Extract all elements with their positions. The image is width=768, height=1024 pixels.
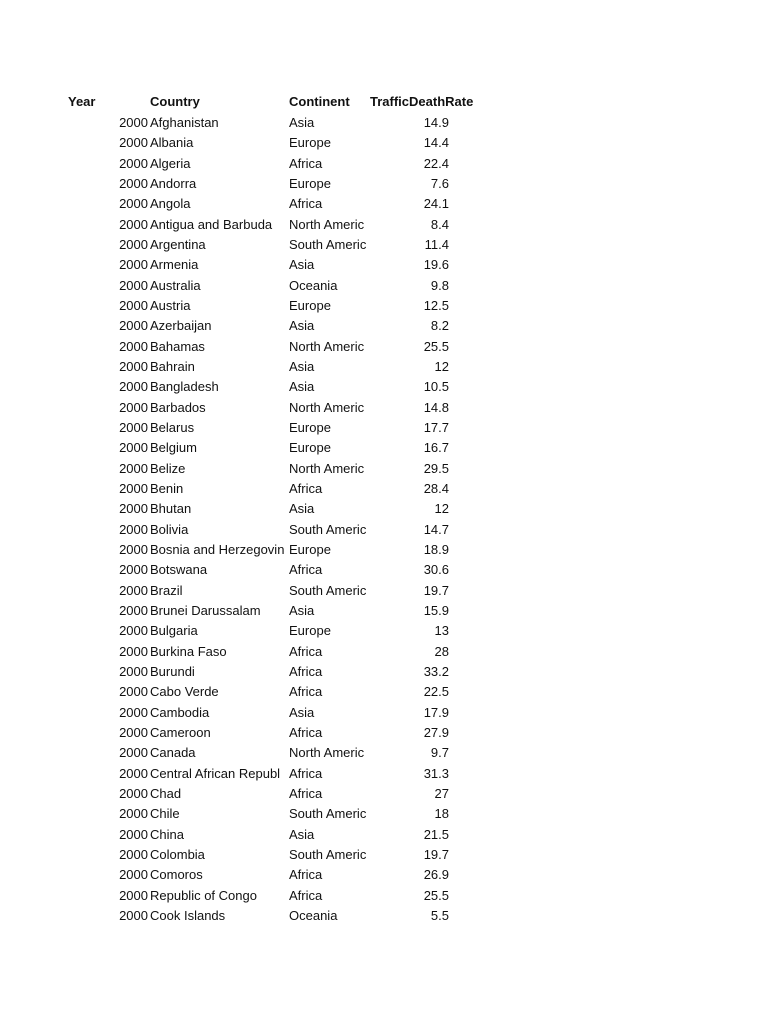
cell-year: 2000 <box>119 338 148 354</box>
table-row <box>0 276 768 296</box>
cell-continent: North Americ <box>289 338 365 354</box>
table-row <box>0 642 768 662</box>
cell-traffic-death-rate: 26.9 <box>423 867 449 883</box>
table-row <box>0 621 768 641</box>
table-row <box>0 764 768 784</box>
cell-country: Brazil <box>150 582 183 598</box>
cell-traffic-death-rate: 17.9 <box>423 704 449 720</box>
cell-year: 2000 <box>119 765 148 781</box>
cell-traffic-death-rate: 15.9 <box>423 602 449 618</box>
table-row <box>0 865 768 885</box>
cell-country: Andorra <box>150 175 197 191</box>
cell-traffic-death-rate: 19.6 <box>423 257 449 273</box>
cell-continent: Asia <box>289 115 315 130</box>
cell-country: Afghanistan <box>150 115 219 130</box>
cell-country: Brunei Darussalam <box>150 602 261 618</box>
table-row <box>0 743 768 763</box>
cell-country: Belize <box>150 460 186 476</box>
table-row <box>0 438 768 458</box>
cell-year: 2000 <box>119 562 148 578</box>
cell-traffic-death-rate: 10.5 <box>423 379 449 395</box>
cell-continent: Europe <box>289 440 331 456</box>
cell-year: 2000 <box>119 663 148 679</box>
cell-continent: Asia <box>289 318 315 334</box>
cell-country: Barbados <box>150 399 206 415</box>
cell-traffic-death-rate: 33.2 <box>423 663 449 679</box>
cell-continent: Europe <box>289 419 331 435</box>
cell-continent: Europe <box>289 135 331 151</box>
cell-year: 2000 <box>119 460 148 476</box>
cell-traffic-death-rate: 14.4 <box>423 135 449 151</box>
cell-country: Canada <box>150 745 196 761</box>
cell-continent: Africa <box>289 562 323 578</box>
cell-continent: Africa <box>289 684 323 700</box>
cell-year: 2000 <box>119 236 148 252</box>
table-row <box>0 174 768 194</box>
cell-traffic-death-rate: 24.1 <box>423 196 449 212</box>
cell-traffic-death-rate: 12.5 <box>423 297 449 313</box>
cell-year: 2000 <box>119 277 148 293</box>
cell-continent: North Americ <box>289 745 365 761</box>
cell-year: 2000 <box>119 582 148 598</box>
table-row <box>0 316 768 336</box>
cell-continent: Africa <box>289 196 323 212</box>
cell-traffic-death-rate: 18.9 <box>423 541 449 557</box>
cell-country: Australia <box>150 277 201 293</box>
table-row <box>0 784 768 804</box>
cell-continent: Asia <box>289 379 315 395</box>
cell-continent: Africa <box>289 155 323 171</box>
cell-continent: Asia <box>289 501 315 517</box>
cell-country: Argentina <box>150 236 206 252</box>
cell-year: 2000 <box>119 257 148 273</box>
table-row <box>0 520 768 540</box>
header-row <box>0 92 768 112</box>
cell-continent: Oceania <box>289 907 338 923</box>
cell-traffic-death-rate: 7.6 <box>430 175 449 191</box>
table-row <box>0 398 768 418</box>
cell-year: 2000 <box>119 155 148 171</box>
cell-continent: Asia <box>289 704 315 720</box>
table-row <box>0 540 768 560</box>
header-year: Year <box>68 94 96 109</box>
cell-traffic-death-rate: 5.5 <box>430 907 449 923</box>
cell-year: 2000 <box>119 867 148 883</box>
table-row <box>0 479 768 499</box>
cell-continent: Africa <box>289 867 323 883</box>
cell-continent: Africa <box>289 663 323 679</box>
table-row <box>0 662 768 682</box>
table-row <box>0 845 768 865</box>
table-row <box>0 133 768 153</box>
cell-country: Angola <box>150 196 191 212</box>
cell-year: 2000 <box>119 704 148 720</box>
cell-country: Benin <box>150 480 184 496</box>
cell-continent: North Americ <box>289 399 365 415</box>
cell-year: 2000 <box>119 887 148 903</box>
cell-traffic-death-rate: 21.5 <box>423 826 449 842</box>
table-row <box>0 459 768 479</box>
table-row <box>0 296 768 316</box>
cell-year: 2000 <box>119 297 148 313</box>
table-row <box>0 886 768 906</box>
table-row <box>0 113 768 133</box>
cell-year: 2000 <box>119 684 148 700</box>
cell-traffic-death-rate: 19.7 <box>423 846 449 862</box>
cell-traffic-death-rate: 27 <box>434 785 449 801</box>
cell-year: 2000 <box>119 196 148 212</box>
cell-year: 2000 <box>119 501 148 517</box>
cell-year: 2000 <box>119 602 148 618</box>
cell-country: Bahrain <box>150 358 195 374</box>
table-row <box>0 723 768 743</box>
cell-country: Belgium <box>150 440 197 456</box>
table-row <box>0 194 768 214</box>
cell-traffic-death-rate: 28.4 <box>423 480 449 496</box>
cell-continent: Africa <box>289 785 323 801</box>
cell-year: 2000 <box>119 358 148 374</box>
cell-traffic-death-rate: 22.4 <box>423 155 449 171</box>
cell-traffic-death-rate: 25.5 <box>423 338 449 354</box>
cell-traffic-death-rate: 17.7 <box>423 419 449 435</box>
cell-country: Austria <box>150 297 191 313</box>
cell-traffic-death-rate: 19.7 <box>423 582 449 598</box>
cell-year: 2000 <box>119 521 148 537</box>
cell-continent: Africa <box>289 887 323 903</box>
table-row <box>0 235 768 255</box>
cell-year: 2000 <box>119 623 148 639</box>
cell-year: 2000 <box>119 907 148 923</box>
cell-year: 2000 <box>119 318 148 334</box>
cell-traffic-death-rate: 31.3 <box>423 765 449 781</box>
cell-continent: North Americ <box>289 216 365 232</box>
cell-country: Algeria <box>150 155 191 171</box>
cell-country: Burundi <box>150 663 195 679</box>
cell-country: Bahamas <box>150 338 205 354</box>
cell-year: 2000 <box>119 175 148 191</box>
cell-year: 2000 <box>119 643 148 659</box>
table-row <box>0 357 768 377</box>
cell-country: Antigua and Barbuda <box>150 216 273 232</box>
cell-traffic-death-rate: 8.4 <box>430 216 449 232</box>
cell-year: 2000 <box>119 419 148 435</box>
cell-country: Republic of Congo <box>150 887 257 903</box>
table-row <box>0 682 768 702</box>
cell-country: Central African Republ <box>150 765 281 781</box>
cell-year: 2000 <box>119 399 148 415</box>
cell-continent: North Americ <box>289 460 365 476</box>
cell-traffic-death-rate: 9.7 <box>430 745 449 761</box>
header-continent: Continent <box>289 94 350 109</box>
cell-traffic-death-rate: 14.8 <box>423 399 449 415</box>
cell-traffic-death-rate: 14.9 <box>423 115 449 130</box>
cell-continent: Europe <box>289 623 331 639</box>
table-row <box>0 581 768 601</box>
cell-country: Bolivia <box>150 521 189 537</box>
table-row <box>0 418 768 438</box>
table-row <box>0 215 768 235</box>
cell-continent: South Americ <box>289 582 367 598</box>
cell-continent: Asia <box>289 602 315 618</box>
cell-year: 2000 <box>119 846 148 862</box>
table-row <box>0 337 768 357</box>
cell-country: Burkina Faso <box>150 643 227 659</box>
cell-traffic-death-rate: 22.5 <box>423 684 449 700</box>
cell-country: Armenia <box>150 257 199 273</box>
table-row <box>0 601 768 621</box>
cell-traffic-death-rate: 9.8 <box>430 277 449 293</box>
cell-year: 2000 <box>119 480 148 496</box>
cell-country: Albania <box>150 135 194 151</box>
cell-continent: Asia <box>289 358 315 374</box>
cell-year: 2000 <box>119 806 148 822</box>
cell-country: Botswana <box>150 562 208 578</box>
cell-continent: South Americ <box>289 846 367 862</box>
cell-traffic-death-rate: 13 <box>434 623 449 639</box>
cell-year: 2000 <box>119 135 148 151</box>
cell-year: 2000 <box>119 745 148 761</box>
table-row <box>0 560 768 580</box>
cell-year: 2000 <box>119 724 148 740</box>
cell-continent: Africa <box>289 765 323 781</box>
table-row <box>0 804 768 824</box>
cell-country: China <box>150 826 184 842</box>
table-row <box>0 154 768 174</box>
cell-country: Belarus <box>150 419 195 435</box>
cell-country: Bulgaria <box>150 623 198 639</box>
cell-year: 2000 <box>119 115 148 130</box>
cell-continent: South Americ <box>289 236 367 252</box>
cell-traffic-death-rate: 18 <box>434 806 449 822</box>
cell-traffic-death-rate: 12 <box>434 501 449 517</box>
cell-continent: South Americ <box>289 521 367 537</box>
header-traffic-death-rate: TrafficDeathRate <box>370 94 474 109</box>
cell-country: Bangladesh <box>150 379 219 395</box>
table-row <box>0 499 768 519</box>
cell-year: 2000 <box>119 216 148 232</box>
header-country: Country <box>150 94 200 109</box>
table-row <box>0 255 768 275</box>
cell-continent: Oceania <box>289 277 338 293</box>
cell-country: Comoros <box>150 867 203 883</box>
cell-continent: Africa <box>289 724 323 740</box>
cell-traffic-death-rate: 29.5 <box>423 460 449 476</box>
cell-traffic-death-rate: 28 <box>434 643 449 659</box>
cell-continent: Asia <box>289 826 315 842</box>
cell-traffic-death-rate: 14.7 <box>423 521 449 537</box>
cell-year: 2000 <box>119 826 148 842</box>
table-row <box>0 906 768 926</box>
cell-country: Cameroon <box>150 724 211 740</box>
table-row <box>0 825 768 845</box>
cell-country: Bhutan <box>150 501 192 517</box>
cell-country: Cook Islands <box>150 907 226 923</box>
cell-continent: Europe <box>289 297 331 313</box>
cell-continent: Asia <box>289 257 315 273</box>
cell-country: Azerbaijan <box>150 318 212 334</box>
cell-year: 2000 <box>119 379 148 395</box>
cell-country: Chile <box>150 806 180 822</box>
cell-continent: South Americ <box>289 806 367 822</box>
table-row <box>0 377 768 397</box>
cell-year: 2000 <box>119 541 148 557</box>
cell-country: Cambodia <box>150 704 210 720</box>
cell-continent: Europe <box>289 541 331 557</box>
cell-traffic-death-rate: 8.2 <box>430 318 449 334</box>
cell-traffic-death-rate: 30.6 <box>423 562 449 578</box>
cell-country: Chad <box>150 785 182 801</box>
cell-year: 2000 <box>119 785 148 801</box>
cell-traffic-death-rate: 11.4 <box>424 236 449 252</box>
cell-traffic-death-rate: 27.9 <box>423 724 449 740</box>
cell-continent: Africa <box>289 643 323 659</box>
cell-traffic-death-rate: 16.7 <box>423 440 449 456</box>
cell-continent: Europe <box>289 175 331 191</box>
cell-country: Colombia <box>150 846 205 862</box>
cell-country: Cabo Verde <box>150 684 219 700</box>
cell-traffic-death-rate: 12 <box>434 358 449 374</box>
cell-continent: Africa <box>289 480 323 496</box>
cell-year: 2000 <box>119 440 148 456</box>
table-row <box>0 703 768 723</box>
cell-country: Bosnia and Herzegovin <box>150 541 285 557</box>
cell-traffic-death-rate: 25.5 <box>423 887 449 903</box>
